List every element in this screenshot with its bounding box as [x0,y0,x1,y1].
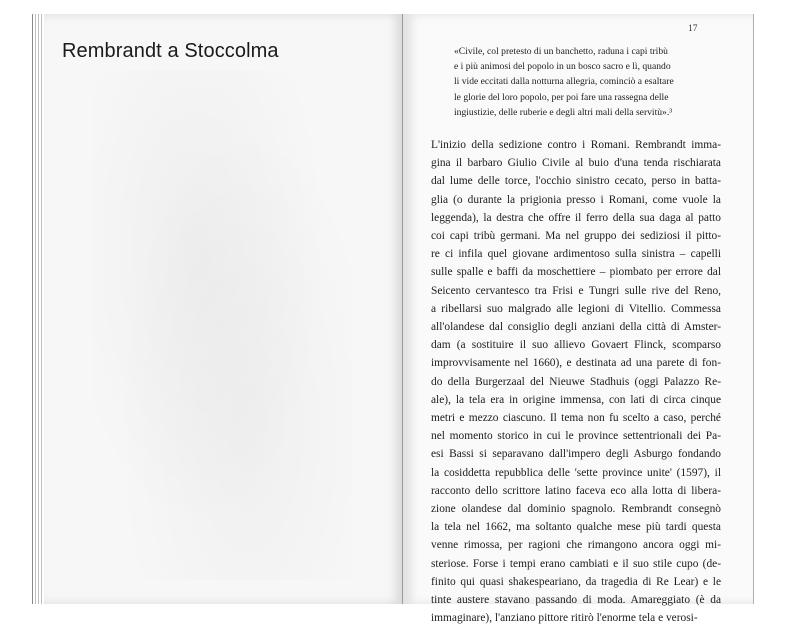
body-line: la cosiddetta repubblica delle 'sette province unite' (1597), il [431,466,721,479]
body-line: steriose. Forse i tempi erano cambiati e il suo stile cupo (de- [431,557,721,570]
body-line: zione olandese dal dominio spagnolo. Rembrandt consegnò [431,503,721,516]
body-line: Seicento cervantesco tra Frisi e Tungri sulle rive del Reno, [431,284,721,297]
body-line: leggenda), la destra che offre il ferro della sua daga al patto [431,211,721,224]
body-line: immaginare), l'anziano pittore ritirò l'enorme tela e verosi- [431,612,698,625]
body-line: venne rimossa, per ragioni che rimangono ancora oggi mi- [431,539,721,552]
body-line: nel momento storico in cui le province settentrionali dei Pa- [431,430,721,443]
page-number: 17 [688,24,698,34]
body-line: improvvisamente nel 1660), e destinata ad una parete di fon- [431,357,721,370]
body-line: ale), la tela era in origine immensa, con lati di circa cinque [431,393,721,406]
body-line: all'olandese dal consiglio degli anziani della città di Amster- [431,321,721,334]
body-line: racconto dello scrittore latino faceva eco alla lotta di libera- [431,484,721,497]
block-quote [454,44,712,120]
body-line: sulle spalle e baffi da moschettiere – piombato per errore dal [431,266,721,279]
body-line: la tela nel 1662, ma soltanto qualche mese più tardi questa [431,521,721,534]
body-line: dal lume delle torce, l'occhio sinistro cecato, perso in batta- [431,175,721,188]
body-line: tinte austere stavano passando di moda. Amareggiato (è da [431,594,721,607]
quote-line: le glorie del loro popolo, per poi fare una rassegna delle [454,91,669,103]
body-paragraph [431,136,721,627]
body-line: a ribellarsi suo malgrado alle legioni di Vitellio. Commessa [431,302,721,315]
body-line: finito qui quasi shakespeariano, da tragedia di Re Lear) e le [431,575,721,588]
quote-line: e i più animosi del popolo in un bosco sacro e lì, quando [454,61,671,73]
body-line: dam (a sostituire il suo allievo Govaert Flinck, scomparso [431,339,721,352]
quote-line: li vide eccitati dalla notturna allegria, cominciò a esaltare [454,76,674,88]
body-line: do della Burgerzaal del Nieuwe Stadhuis (oggi Palazzo Re- [431,375,721,388]
body-line: coi capi tribù germani. Ma nel gruppo dei sediziosi il pitto- [431,230,721,243]
left-page [44,14,403,604]
body-line: gina il barbaro Giulio Civile al buio d'una tenda rischiarata [431,157,721,170]
body-line: glia (o durante la prigionia presso i Romani, come vuole la [431,193,721,206]
quote-line: «Civile, col pretesto di un banchetto, raduna i capi tribù [454,46,668,57]
chapter-title: Rembrandt a Stoccolma [62,40,279,62]
quote-line: ingiustizie, delle ruberie e degli altri mali della servitù».³ [454,106,673,118]
body-line: metri e mezzo ciascuno. Il tema non fu scelto a caso, perché [431,412,721,425]
body-line: L'inizio della sedizione contro i Romani. Rembrandt imma- [431,139,721,151]
show-through-image [92,70,352,580]
body-line: esi Bassi si separavano dall'impero degli Asburgo fondando [431,448,721,461]
body-line: re ci infila quel giovane ardimentoso sulla sinistra – capelli [431,248,721,261]
